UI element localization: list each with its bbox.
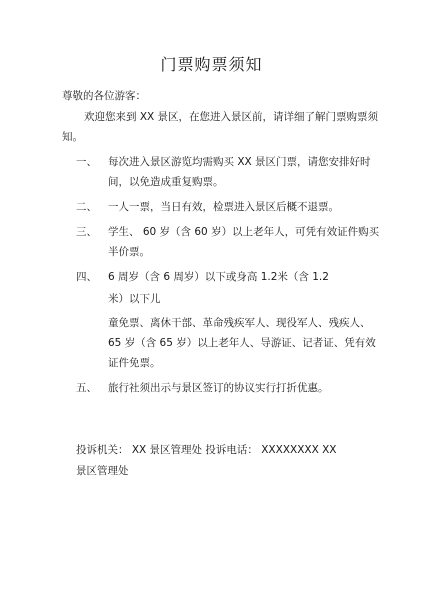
item-4-line-5: 证件免票。 [108,357,161,369]
item-3-number: 三、 [76,226,97,238]
intro-line-2: 知。 [62,131,83,143]
item-1-line-2: 间，以免造成重复购票。 [108,176,224,188]
item-4-line-3: 童免票、离休干部、革命残疾军人、现役军人、残疾人、 [108,317,371,329]
complaint-line-1: 投诉机关： XX 景区管理处 投诉电话： XXXXXXXX XX [76,444,337,456]
item-5-number: 五、 [76,382,97,394]
item-4-number: 四、 [76,271,97,283]
item-3-line-2: 半价票。 [108,246,150,258]
item-2-line-1: 一人一票，当日有效，检票进入景区后概不退票。 [108,201,339,213]
item-5-line-1: 旅行社须出示与景区签订的协议实行打折优惠。 [108,382,329,394]
item-4-line-4: 65 岁（含 65 岁）以上老年人、导游证、记者证、凭有效 [108,337,376,349]
item-1-number: 一、 [76,156,97,168]
greeting: 尊敬的各位游客： [62,90,146,102]
item-4-line-1: 6 周岁（含 6 周岁）以下或身高 1.2米（含 1.2 [108,271,329,283]
item-2-number: 二、 [76,201,97,213]
item-1-line-1: 每次进入景区游览均需购买 XX 景区门票，请您安排好时 [108,156,371,168]
intro-line-1: 欢迎您来到 XX 景区，在您进入景区前，请详细了解门票购票须 [84,111,379,123]
item-3-line-1: 学生、 60 岁（含 60 岁）以上老年人，可凭有效证件购买 [108,226,380,238]
complaint-line-2: 景区管理处 [76,465,129,477]
document-title: 门票购票须知 [160,55,263,74]
item-4-line-2: 米）以下儿 [108,293,161,305]
